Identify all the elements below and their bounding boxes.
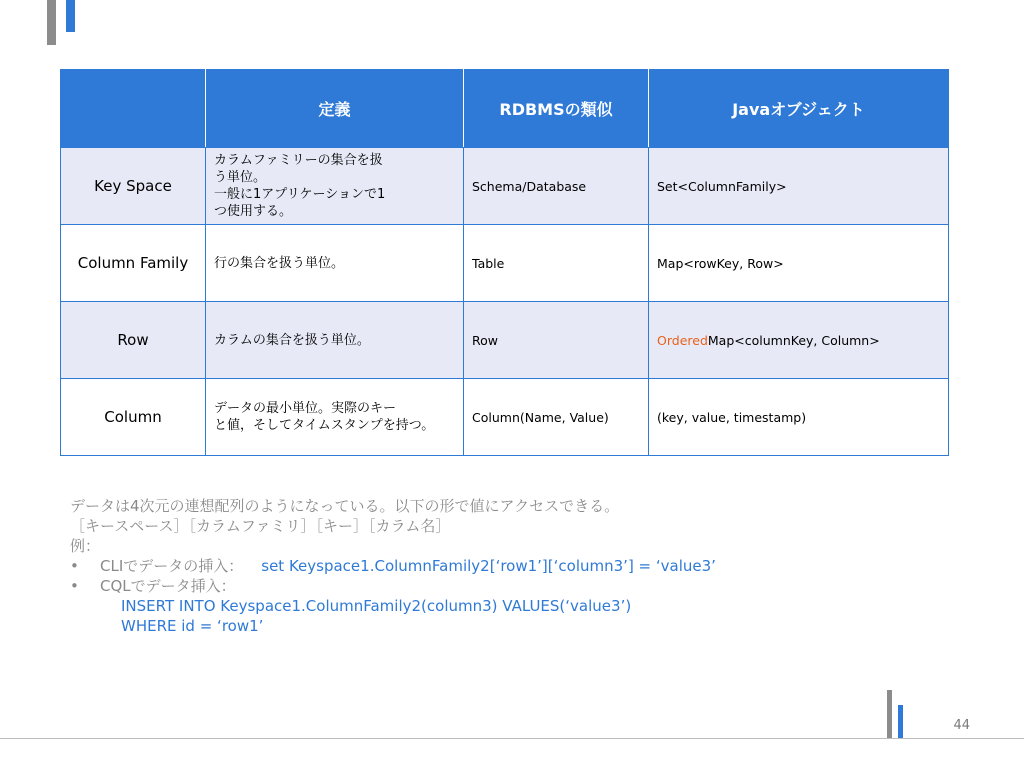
- decor-bar-gray-bottom: [887, 690, 892, 738]
- header-definition: 定義: [206, 70, 464, 148]
- cql-code-line: WHERE id = ‘row1’: [121, 617, 264, 635]
- java-type: Map<rowKey, Row>: [657, 255, 784, 271]
- row-java: [649, 225, 949, 302]
- definition-line: 一般に1アプリケーションで1: [214, 187, 386, 202]
- java-type: Map<columnKey, Column>: [707, 332, 880, 348]
- definition-line: 行の集合を扱う単位。: [214, 255, 345, 271]
- row-java: [649, 379, 949, 456]
- cql-label: CQLでデータ挿入：: [100, 577, 236, 595]
- java-type: (key, value, timestamp): [657, 409, 807, 425]
- row-java: [649, 302, 949, 379]
- notes-line-summary: データは4次元の連想配列のようになっている。以下の形で値にアクセスできる。: [70, 497, 620, 515]
- row-name: Column Family: [61, 225, 206, 302]
- definition-line: カラムの集合を扱う単位。: [214, 332, 370, 348]
- notes-block: [70, 496, 950, 636]
- definition-line: つ使用する。: [214, 204, 293, 219]
- cql-code-line: INSERT INTO Keyspace1.ColumnFamily2(column3) VALUES(‘value3’): [121, 597, 632, 615]
- notes-bullet-cql: [70, 576, 950, 596]
- notes-line-keys: ［キースペース］［カラムファミリ］［キー］［カラム名］: [70, 517, 451, 535]
- row-definition: [206, 379, 464, 456]
- row-definition: [206, 302, 464, 379]
- decor-bar-blue-top: [66, 0, 75, 32]
- table-header-row: [61, 70, 949, 148]
- notes-line-example: 例：: [70, 537, 101, 555]
- definition-line: う単位。: [214, 170, 267, 185]
- row-rdbms: Row: [464, 302, 649, 379]
- java-type: Set<ColumnFamily>: [657, 178, 787, 194]
- bullet-glyph: •: [70, 577, 79, 595]
- cli-label: CLIでデータの挿入：: [100, 557, 244, 575]
- decor-bar-blue-bottom: [898, 705, 903, 738]
- definition-line: カラムファミリーの集合を扱: [214, 153, 383, 168]
- comparison-table: [60, 69, 949, 456]
- definition-line: と値，そしてタイムスタンプを持つ。: [214, 418, 435, 433]
- row-definition: [206, 148, 464, 225]
- table-row: [61, 379, 949, 456]
- header-rdbms: RDBMSの類似: [464, 70, 649, 148]
- header-empty: [61, 70, 206, 148]
- row-name: Row: [61, 302, 206, 379]
- footer-divider: [0, 738, 1024, 739]
- cli-code: set Keyspace1.ColumnFamily2[‘row1’][‘column3’] = ‘value3’: [261, 557, 716, 575]
- definition-line: データの最小単位。実際のキー: [214, 401, 397, 416]
- table-row: [61, 225, 949, 302]
- bullet-glyph: •: [70, 557, 79, 575]
- java-prefix: Ordered: [657, 332, 708, 348]
- header-java: Javaオブジェクト: [649, 70, 949, 148]
- row-name: Key Space: [61, 148, 206, 225]
- row-definition: [206, 225, 464, 302]
- page-number: 44: [953, 718, 970, 733]
- notes-bullet-cli: [70, 556, 950, 576]
- row-rdbms: Schema/Database: [464, 148, 649, 225]
- table-row: [61, 148, 949, 225]
- row-java: [649, 148, 949, 225]
- table-row: [61, 302, 949, 379]
- row-rdbms: Table: [464, 225, 649, 302]
- row-rdbms: Column(Name, Value): [464, 379, 649, 456]
- decor-bar-gray-top: [47, 0, 56, 45]
- row-name: Column: [61, 379, 206, 456]
